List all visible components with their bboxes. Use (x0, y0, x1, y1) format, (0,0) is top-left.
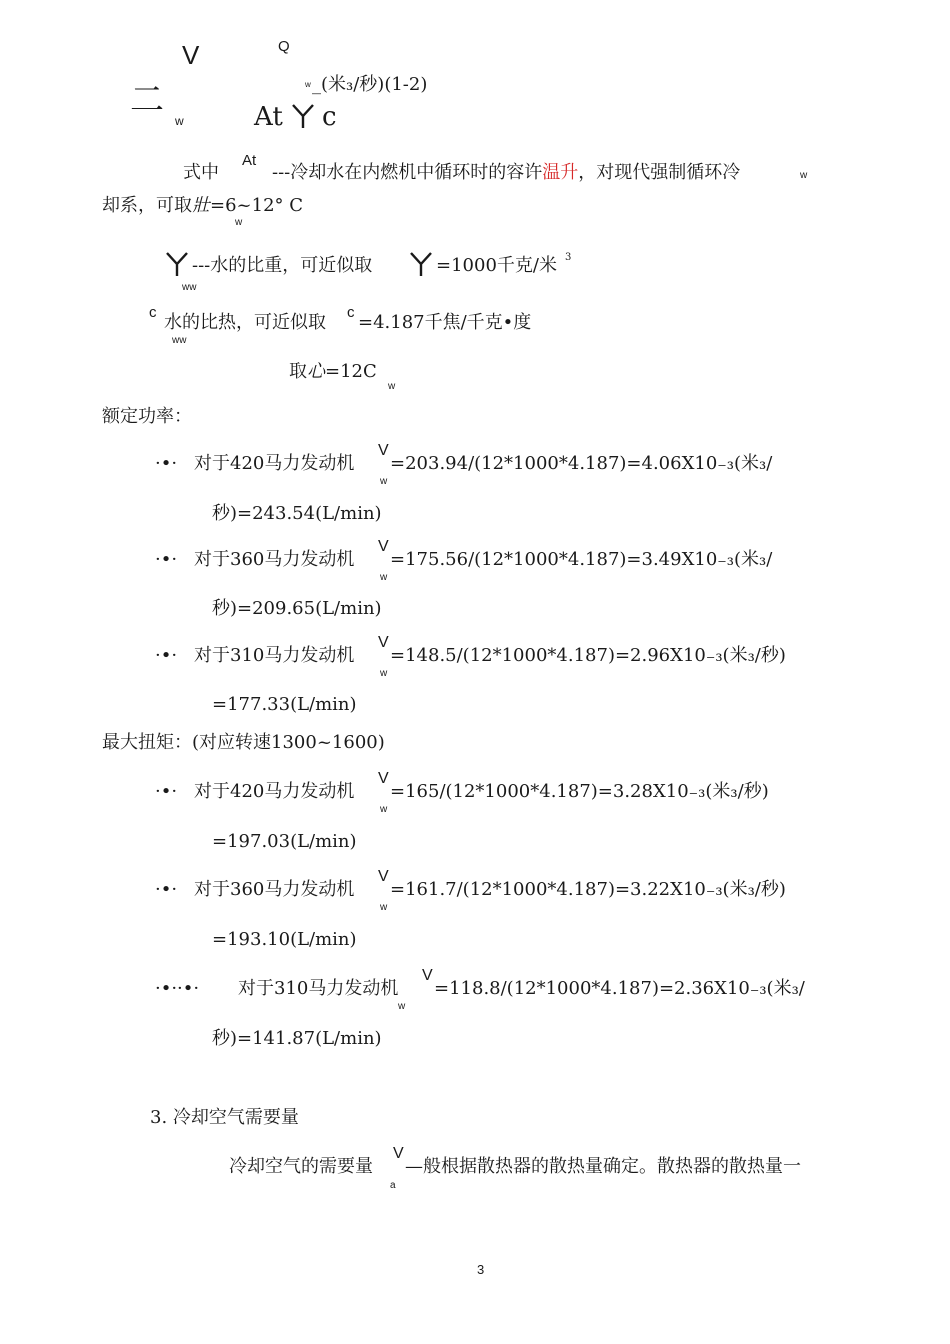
section3-sub: a (390, 1180, 396, 1191)
def3-sub: ww (172, 335, 187, 346)
formula-at: At (254, 102, 283, 132)
def-text-line1: ---冷却水在内燃机中循环时的容许温升，对现代强制循环冷 (272, 162, 741, 183)
def-text-line2: 却系，可取壯=6~12° C (102, 195, 304, 216)
def4-line: 取心=12C (289, 361, 377, 382)
def2-sup: 3 (565, 252, 572, 263)
formula-q: Q (278, 38, 290, 55)
def3-c2: c (347, 304, 355, 321)
section3-heading: 3. 冷却空气需要量 (150, 1107, 299, 1128)
def-at: At (242, 152, 257, 169)
torque-heading: 最大扭矩：(对应转速1300~1600) (102, 732, 385, 753)
rated-heading: 额定功率： (102, 406, 192, 427)
page-number: 3 (477, 1262, 485, 1277)
def-w-tail: w (800, 170, 808, 181)
formula-v: V (182, 40, 200, 70)
section3-v: V (393, 1145, 404, 1162)
formula-equals-symbol: 二 (130, 80, 164, 120)
def2-value: =1000千克/米 (436, 255, 557, 276)
def-w-under: w (235, 217, 243, 228)
formula-w-small: w (305, 80, 311, 89)
section3-para-b: —般根据散热器的散热量确定。散热器的散热量一 (405, 1156, 801, 1177)
highlight-temperature-rise: 温升 (542, 162, 579, 183)
gamma-symbol (164, 250, 190, 278)
def2-sub: ww (182, 282, 197, 293)
formula-w-sub: w (175, 114, 184, 128)
def3-value: =4.187千焦/千克•度 (358, 312, 532, 333)
formula-unit: _(米₃/秒)(1-2) (312, 74, 428, 95)
def2-text: ---水的比重，可近似取 (192, 255, 373, 276)
def4-sub: w (388, 381, 396, 392)
gamma-symbol (290, 102, 316, 130)
def-prefix: 式中 (183, 162, 219, 183)
def3-c: c (149, 304, 157, 321)
gamma-symbol (408, 250, 434, 278)
formula-c: c (322, 102, 337, 132)
def3-text: 水的比热，可近似取 (164, 312, 326, 333)
section3-para-a: 冷却空气的需要量 (229, 1156, 373, 1177)
